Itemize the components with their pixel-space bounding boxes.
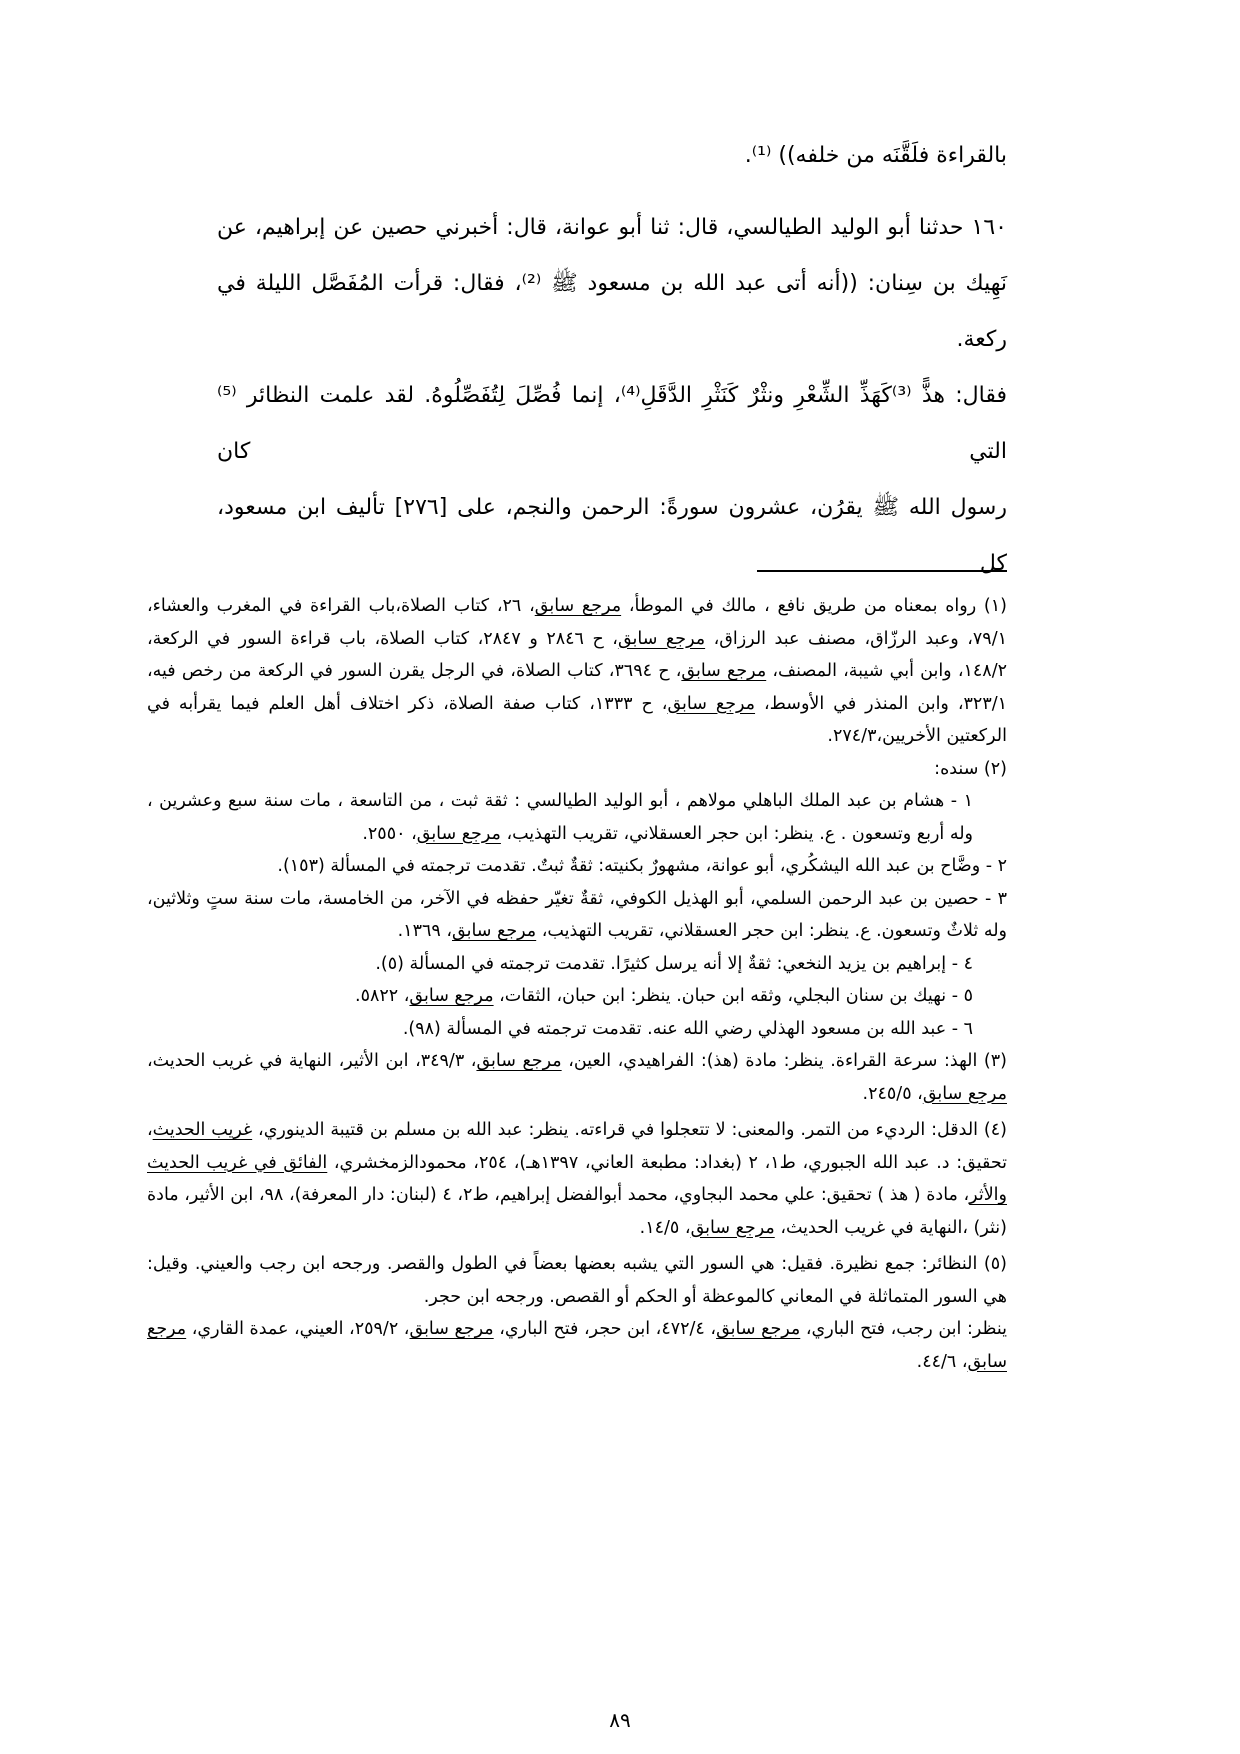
reference-link: مرجع سابق [534, 596, 622, 616]
footnote-5-references: ينظر: ابن رجب، فتح الباري، مرجع سابق، ٤٧٢/٤، ابن حجر، فتح الباري، مرجع سابق، ٢٥٩/٢، العيني، عمدة القاري، مرجع سابق، ٤٤/٦. [147, 1319, 1008, 1372]
reference-link: مرجع سابق [716, 1319, 801, 1339]
footnote-5: (٥) النظائر: جمع نظيرة. فقيل: هي السور التي يشبه بعضها بعضاً في الطول والقصر. ورجحه ابن رجب والعيني. وقيل: هي السور المتماثلة في المعاني كالموعظة أو الحكم أو القصص. ورجحه ابن حجر. [147, 1254, 1007, 1307]
reference-link: مرجع سابق [409, 986, 494, 1006]
footnote-2-narrator-3: ٣ - حصين بن عبد الرحمن السلمي، أبو الهذيل الكوفي، ثقةٌ تغيّر حفظه في الآخر، من الخامسة، مات سنة ستٍ وثلاثين، وله ثلاثٌ وتسعون. ع. ينظر: ابن حجر العسقلاني، تقريب التهذيب، مرجع سابق، ١٣٦٩. [147, 888, 1007, 941]
reference-link: الفائق في غريب الحديث والأثر [147, 1152, 1007, 1205]
footnote-2-narrator-6: ٦ - عبد الله بن مسعود الهذلي رضي الله عنه. تقدمت ترجمته في المسألة (٩٨). [402, 1018, 973, 1039]
footnote-2-narrator-1: ١ - هشام بن عبد الملك الباهلي مولاهم ، أبو الوليد الطيالسي : ثقة ثبت ، من التاسعة ، مات سنة سبع وعشرين ، وله أربع وتسعون . ع. ينظر: ابن حجر العسقلاني، تقريب التهذيب، مرجع سابق، ٢٥٥٠. [147, 791, 973, 844]
reference-link: غريب الحديث [152, 1120, 253, 1140]
reference-link: مرجع سابق [617, 628, 706, 649]
reference-link: مرجع سابق [452, 921, 537, 941]
footnote-1: (١) رواه بمعناه من طريق نافع ، مالك في الموطأ، مرجع سابق، ٢٦، كتاب الصلاة،باب القراءة في المغرب والعشاء، ٧٩/١، وعبد الرزّاق، مصنف عبد الرزاق، مرجع سابق، ح ٢٨٤٦ و ٢٨٤٧، كتاب الصلاة، باب قراءة السور في الركعة، ١٤٨/٢، وابن أبي شيبة، المصنف، مرجع سابق، ح ٣٦٩٤، كتاب الصلاة، في الرجل يقرن السور في الركعة من رخص فيه، ٣٢٣/١، وابن المنذر في الأوسط، مرجع سابق، ح ١٣٣٣، كتاب صفة الصلاة، ذكر اختلاف أهل العلم فيما يقرأبه في الركعتين الأخريين،٢٧٤/٣. [147, 596, 1008, 746]
reference-link: مرجع سابق [147, 1319, 1007, 1372]
footnote-2-narrator-2: ٢ - وضَّاح بن عبد الله اليشكُري، أبو عوانة، مشهورٌ بكنيته: ثقةٌ ثبتٌ. تقدمت ترجمته في المسألة (١٥٣). [277, 856, 1007, 876]
main-text [217, 128, 1007, 592]
footnote-4: (٤) الدقل: الرديء من التمر. والمعنى: لا تتعجلوا في قراءته. ينظر: عبد الله بن مسلم بن قتيبة الدينوري، غريب الحديث، تحقيق: د. عبد الله الجبوري، ط١، ٢ (بغداد: مطبعة العاني، ١٣٩٧هـ)، ٢٥٤، محمودالزمخشري، الفائق في غريب الحديث والأثر، مادة ( هذ ) تحقيق: علي محمد البجاوي، محمد أبوالفضل إبراهيم، ط٢، ٤ (لبنان: دار المعرفة)، ٩٨، ابن الأثير، مادة (نثر) ،النهاية في غريب الحديث، مرجع سابق، ١٤/٥. [147, 1120, 1008, 1238]
reference-link: مرجع سابق [681, 661, 767, 681]
page-number: ٨٩ [609, 1708, 631, 1732]
reference-link: مرجع سابق [922, 1083, 1007, 1104]
reference-link: مرجع سابق [409, 1319, 494, 1339]
footnote-2-heading: (٢) سنده: [934, 758, 1007, 779]
footnote-separator [757, 570, 1007, 572]
footnotes [147, 590, 1007, 1378]
footnote-2-narrator-4: ٤ - إبراهيم بن يزيد النخعي: ثقةٌ إلا أنه يرسل كثيرًا. تقدمت ترجمته في المسألة (٥). [375, 953, 973, 974]
footnote-3: (٣) الهذ: سرعة القراءة. ينظر: مادة (هذ): الفراهيدي، العين، مرجع سابق، ٣٤٩/٣، ابن الأثير، النهاية في غريب الحديث، مرجع سابق، ٢٤٥/٥. [147, 1051, 1007, 1104]
hadith-160-line-1: ١٦٠ حدثنا أبو الوليد الطيالسي، قال: ثنا أبو عوانة، قال: أخبرني حصين عن إبراهيم، عن [217, 215, 1007, 240]
reference-link: مرجع سابق [416, 823, 501, 844]
reference-link: مرجع سابق [667, 693, 756, 714]
reference-link: مرجع سابق [476, 1051, 562, 1071]
footnote-2-narrator-5: ٥ - نهيك بن سنان البجلي، وثقه ابن حبان. ينظر: ابن حبان، الثقات، مرجع سابق، ٥٨٢٢. [355, 986, 973, 1006]
hadith-160-line-4: رسول الله ﷺ يقرُن، عشرون سورةً: الرحمن والنجم، على [٢٧٦] تأليف ابن مسعود، كل [217, 495, 1007, 576]
hadith-160-line-2: نَهِيك بن سِنان: ((أنه أتى عبد الله بن مسعود ﷺ ⁽²⁾، فقال: قرأت المُفَصَّل الليلة في ركعة. [217, 271, 1007, 352]
main-line-1: بالقراءة فلَقَّنَه من خلفه)) ⁽¹⁾. [744, 143, 1007, 168]
reference-link: مرجع سابق [690, 1217, 775, 1238]
hadith-160-line-3: فقال: هذًّ ⁽³⁾كَهَذِّ الشِّعْرِ ونثْرٌ كَنَثْرِ الدَّقَلِ⁽⁴⁾، إنما فُصِّلَ لِتُفَصِّلُوهُ. لقد علمت النظائر ⁽⁵⁾ التي كان [217, 383, 1007, 464]
